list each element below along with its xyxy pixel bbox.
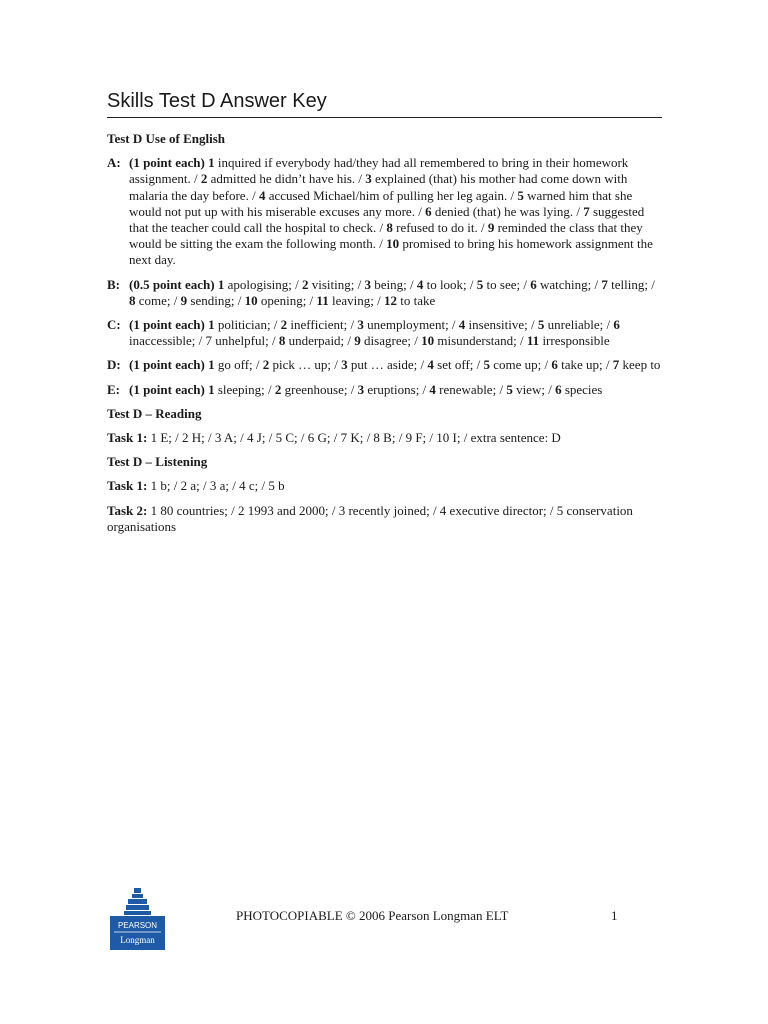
answer-entry <box>208 357 263 372</box>
answer-number: 3 <box>357 317 364 333</box>
item-letter: A: <box>107 155 121 171</box>
answer-number: 3 <box>341 357 348 373</box>
answer-text: opening; / <box>257 292 317 308</box>
answer-entry <box>259 188 517 203</box>
answer-number: 5 <box>483 357 490 373</box>
logo-top-text: PEARSON <box>117 921 158 930</box>
answer-text: warned him that she would not put up with his miserable excuses any more. / <box>129 187 633 219</box>
answer-entry <box>386 220 487 235</box>
answer-text: irresponsible <box>539 333 610 349</box>
answer-text: unemployment; / <box>363 317 459 333</box>
item-body <box>129 382 663 398</box>
answer-entry <box>302 277 364 292</box>
answer-entry <box>421 333 527 348</box>
answer-text: sleeping; / <box>214 381 275 397</box>
answer-entry <box>506 382 555 397</box>
points-label: (1 point each) <box>129 381 205 397</box>
answer-number: 5 <box>537 317 545 333</box>
answer-text: underpaid; / <box>285 333 355 349</box>
answer-text: accused Michael/him of pulling her leg again. / <box>265 187 518 203</box>
page-number: 1 <box>611 908 618 923</box>
answer-number: 1 <box>208 381 215 397</box>
answer-number: 8 <box>278 333 286 349</box>
answer-text: disagree; / <box>360 333 422 349</box>
task-answers: 1 E; / 2 H; / 3 A; / 4 J; / 5 C; / 6 G; / 7 K; / 8 B; / 9 F; / 10 I; / extra sentence: D <box>147 430 561 446</box>
answer-text: species <box>561 381 603 397</box>
answer-entry <box>129 293 181 308</box>
answer-number: 11 <box>526 333 540 349</box>
section-heading-listening: Test D – Listening <box>107 454 208 470</box>
listening-task-1 <box>107 478 663 494</box>
answer-number: 4 <box>258 187 266 203</box>
section-heading-reading: Test D – Reading <box>107 405 202 421</box>
answer-number: 2 <box>262 357 270 373</box>
answer-entry <box>551 357 612 372</box>
answer-number: 11 <box>316 292 329 308</box>
answer-text: insensitive; / <box>465 317 538 333</box>
answer-entry <box>427 357 483 372</box>
answer-text: politician; / <box>214 317 281 333</box>
answer-text: refused to do it. / <box>392 220 488 236</box>
answer-text: watching; / <box>536 276 602 292</box>
answer-entry <box>429 382 506 397</box>
points-label: (1 point each) <box>129 155 205 171</box>
page-title: Skills Test D Answer Key <box>107 90 327 112</box>
answer-text: leaving; / <box>328 292 384 308</box>
answer-text: unreliable; / <box>544 317 614 333</box>
task-label: Task 2: <box>107 502 148 518</box>
answer-number: 4 <box>458 317 466 333</box>
task-answers: 1 80 countries; / 2 1993 and 2000; / 3 recently joined; / 4 executive director; / 5 conservation organisations <box>107 502 633 534</box>
answer-number: 1 <box>208 317 215 333</box>
answer-text: come up; / <box>490 357 552 373</box>
answer-list <box>208 357 660 372</box>
answer-text: to take <box>396 292 436 308</box>
answer-entry <box>527 333 610 348</box>
answer-number: 3 <box>364 276 371 292</box>
item-body <box>129 155 663 268</box>
answer-list <box>208 382 602 397</box>
points-label: (1 point each) <box>129 317 205 333</box>
answer-item-b <box>107 277 663 309</box>
answer-text: take up; / <box>557 357 613 373</box>
answer-text: reminded the class that they would be sitting the exam the following month. / <box>129 220 643 252</box>
answer-entry <box>417 277 477 292</box>
answer-key-content <box>107 131 663 543</box>
section-heading-use-of-english: Test D Use of English <box>107 131 225 146</box>
item-letter: E: <box>107 381 120 397</box>
task-label: Task 1: <box>107 478 148 494</box>
task-label: Task 1: <box>107 430 148 446</box>
answer-entry <box>538 317 613 332</box>
logo-bottom-text: Longman <box>120 935 155 945</box>
answer-text: telling; / <box>607 276 655 292</box>
answer-entry <box>201 171 365 186</box>
answer-entry <box>358 382 430 397</box>
answer-number: 1 <box>208 357 215 373</box>
pearson-longman-logo <box>110 886 165 950</box>
answer-text: greenhouse; / <box>281 381 358 397</box>
answer-entry <box>275 382 358 397</box>
answer-number: 2 <box>301 276 309 292</box>
item-letter: C: <box>107 317 121 333</box>
lighthouse-icon <box>124 888 151 915</box>
answer-text: set off; / <box>433 357 484 373</box>
answer-number: 6 <box>530 276 537 292</box>
answer-text: keep to <box>619 357 661 373</box>
answer-text: eruptions; / <box>364 381 430 397</box>
answer-number: 2 <box>274 381 282 397</box>
answer-entry <box>484 357 552 372</box>
answer-number: 4 <box>416 276 424 292</box>
answer-number: 3 <box>357 381 365 397</box>
answer-number: 10 <box>421 333 435 349</box>
answer-text: inaccessible; / 7 unhelpful; / <box>129 333 279 349</box>
answer-number: 2 <box>280 317 288 333</box>
answer-entry <box>357 317 458 332</box>
item-body <box>129 357 663 373</box>
answer-number: 7 <box>583 203 590 219</box>
answer-number: 7 <box>601 276 608 292</box>
answer-text: misunderstand; / <box>434 333 527 349</box>
answer-entry <box>341 357 427 372</box>
answer-entry <box>459 317 538 332</box>
answer-item-c <box>107 317 663 349</box>
answer-text: explained (that) his mother had come down with malaria the day before. / <box>129 171 628 203</box>
answer-item-d <box>107 357 663 373</box>
answer-number: 6 <box>555 381 562 397</box>
answer-number: 3 <box>365 171 372 187</box>
answer-entry <box>477 277 530 292</box>
answer-entry <box>530 277 601 292</box>
item-body <box>129 277 663 309</box>
answer-text: promised to bring his homework assignment the next day. <box>129 236 653 268</box>
answer-text: come; / <box>135 292 181 308</box>
answer-number: 2 <box>200 171 208 187</box>
answer-entry <box>364 277 416 292</box>
answer-entry <box>555 382 602 397</box>
answer-entry <box>245 293 317 308</box>
answer-number: 1 <box>217 276 225 292</box>
answer-entry <box>263 357 341 372</box>
answer-entry <box>425 204 583 219</box>
task-answers: 1 b; / 2 a; / 3 a; / 4 c; / 5 b <box>147 478 285 494</box>
answer-entry <box>279 333 354 348</box>
answer-entry <box>316 293 384 308</box>
answer-text: inquired if everybody had/they had all remembered to bring in their homework assignment. / <box>129 155 629 187</box>
answer-text: to see; / <box>483 276 531 292</box>
answer-text: put … aside; / <box>347 357 428 373</box>
answer-text: sending; / <box>187 292 245 308</box>
answer-number: 6 <box>425 203 432 219</box>
answer-number: 9 <box>180 292 188 308</box>
answer-entry <box>181 293 245 308</box>
answer-list <box>129 155 653 267</box>
answer-number: 7 <box>612 357 620 373</box>
answer-number: 8 <box>129 292 136 308</box>
answer-entry <box>208 317 281 332</box>
answer-entry <box>208 382 275 397</box>
answer-text: view; / <box>512 381 556 397</box>
answer-number: 5 <box>506 381 513 397</box>
answer-text: being; / <box>370 276 417 292</box>
answer-number: 1 <box>208 155 215 171</box>
item-body <box>129 317 663 349</box>
answer-number: 8 <box>386 220 393 236</box>
item-letter: D: <box>107 357 121 373</box>
points-label: (0.5 point each) <box>129 276 215 292</box>
answer-number: 10 <box>244 292 258 308</box>
points-label: (1 point each) <box>129 357 205 373</box>
answer-number: 5 <box>517 187 524 203</box>
answer-number: 6 <box>551 357 558 373</box>
answer-text: admitted he didn’t have his. / <box>207 171 366 187</box>
answer-text: inefficient; / <box>287 317 358 333</box>
answer-number: 9 <box>487 220 495 236</box>
answer-text: visiting; / <box>308 276 365 292</box>
reading-task-1 <box>107 430 663 446</box>
answer-number: 4 <box>429 381 436 397</box>
footer-copyright: PHOTOCOPIABLE © 2006 Pearson Longman ELT <box>236 908 509 923</box>
answer-entry <box>281 317 358 332</box>
item-letter: B: <box>107 276 120 292</box>
answer-entry <box>601 277 654 292</box>
answer-text: pick … up; / <box>269 357 342 373</box>
answer-number: 4 <box>427 357 434 373</box>
answer-entry <box>384 293 435 308</box>
listening-task-2 <box>107 503 663 535</box>
answer-number: 12 <box>383 292 397 308</box>
answer-entry <box>218 277 302 292</box>
answer-item-a <box>107 155 663 268</box>
answer-entry <box>354 333 421 348</box>
answer-number: 9 <box>354 333 361 349</box>
answer-text: renewable; / <box>435 381 507 397</box>
answer-number: 5 <box>476 276 484 292</box>
answer-text: to look; / <box>423 276 477 292</box>
answer-entry <box>613 357 661 372</box>
title-divider <box>107 117 662 118</box>
answer-number: 10 <box>386 236 400 252</box>
answer-text: go off; / <box>214 357 263 373</box>
answer-item-e <box>107 382 663 398</box>
answer-text: denied (that) he was lying. / <box>431 203 584 219</box>
answer-number: 6 <box>613 317 620 333</box>
answer-text: apologising; / <box>224 276 302 292</box>
answer-text: suggested that the teacher could call the hospital to check. / <box>129 203 645 236</box>
